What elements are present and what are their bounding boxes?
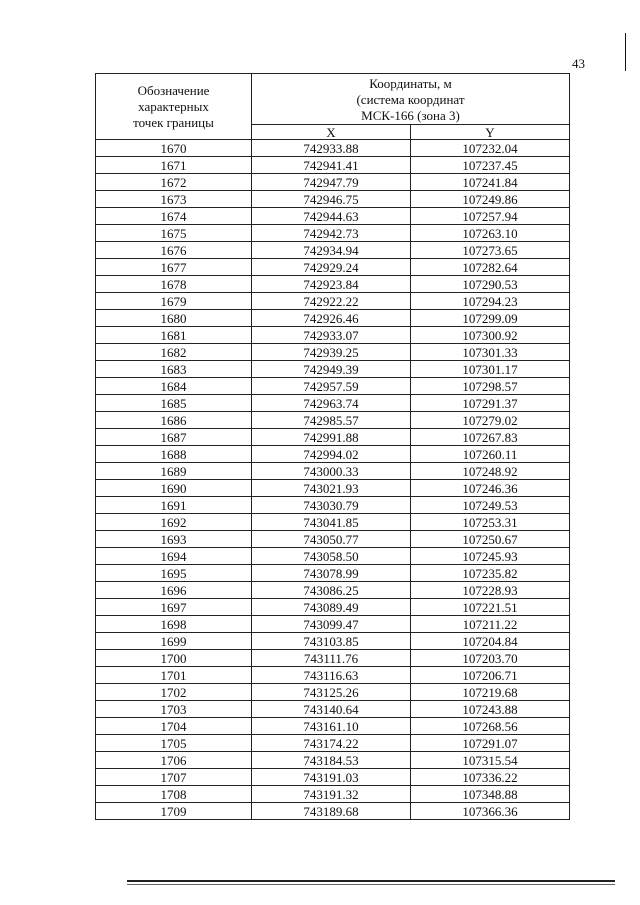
- x-cell: 742939.25: [252, 344, 411, 361]
- coordinates-header: [252, 74, 570, 125]
- table-row: [96, 395, 570, 412]
- table-row: [96, 735, 570, 752]
- point-cell: 1674: [96, 208, 252, 225]
- point-cell: 1709: [96, 803, 252, 820]
- point-cell: 1700: [96, 650, 252, 667]
- y-cell: 107298.57: [411, 378, 570, 395]
- point-cell: 1681: [96, 327, 252, 344]
- point-cell: 1697: [96, 599, 252, 616]
- table-row: [96, 276, 570, 293]
- table-row: [96, 667, 570, 684]
- x-cell: 743030.79: [252, 497, 411, 514]
- point-cell: 1695: [96, 565, 252, 582]
- y-cell: 107267.83: [411, 429, 570, 446]
- point-cell: 1670: [96, 140, 252, 157]
- x-cell: 742994.02: [252, 446, 411, 463]
- y-cell: 107203.70: [411, 650, 570, 667]
- coords-header-line-2: (система координат: [356, 92, 465, 107]
- x-cell: 742923.84: [252, 276, 411, 293]
- coords-header-line-1: Координаты, м: [369, 76, 452, 91]
- x-cell: 743189.68: [252, 803, 411, 820]
- x-cell: 742942.73: [252, 225, 411, 242]
- point-cell: 1708: [96, 786, 252, 803]
- point-cell: 1679: [96, 293, 252, 310]
- point-cell: 1707: [96, 769, 252, 786]
- x-cell: 743021.93: [252, 480, 411, 497]
- point-cell: 1693: [96, 531, 252, 548]
- table-row: [96, 480, 570, 497]
- x-cell: 742949.39: [252, 361, 411, 378]
- x-cell: 743041.85: [252, 514, 411, 531]
- x-cell: 743099.47: [252, 616, 411, 633]
- y-cell: 107219.68: [411, 684, 570, 701]
- y-cell: 107366.36: [411, 803, 570, 820]
- y-cell: 107290.53: [411, 276, 570, 293]
- table-row: [96, 412, 570, 429]
- page-number: 43: [572, 56, 585, 71]
- table-row: [96, 718, 570, 735]
- point-cell: 1673: [96, 191, 252, 208]
- table-row: [96, 752, 570, 769]
- table-row: [96, 633, 570, 650]
- point-cell: 1692: [96, 514, 252, 531]
- point-cell: 1699: [96, 633, 252, 650]
- y-cell: 107246.36: [411, 480, 570, 497]
- point-cell: 1686: [96, 412, 252, 429]
- x-cell: 743000.33: [252, 463, 411, 480]
- point-cell: 1705: [96, 735, 252, 752]
- point-cell: 1671: [96, 157, 252, 174]
- x-cell: 743050.77: [252, 531, 411, 548]
- table-row: [96, 446, 570, 463]
- table-row: [96, 548, 570, 565]
- point-cell: 1689: [96, 463, 252, 480]
- table-row: [96, 140, 570, 157]
- point-cell: 1672: [96, 174, 252, 191]
- table-row: [96, 208, 570, 225]
- table-row: [96, 582, 570, 599]
- table-row: [96, 599, 570, 616]
- y-cell: 107268.56: [411, 718, 570, 735]
- y-cell: 107250.67: [411, 531, 570, 548]
- point-cell: 1683: [96, 361, 252, 378]
- table-row: [96, 344, 570, 361]
- x-cell: 743140.64: [252, 701, 411, 718]
- y-cell: 107253.31: [411, 514, 570, 531]
- y-cell: 107257.94: [411, 208, 570, 225]
- point-cell: 1685: [96, 395, 252, 412]
- coords-header-line-3: МСК-166 (зона 3): [361, 108, 460, 123]
- y-cell: 107291.37: [411, 395, 570, 412]
- footer-rule: [127, 880, 615, 882]
- table-row: [96, 565, 570, 582]
- x-cell: 742933.88: [252, 140, 411, 157]
- table-row: [96, 259, 570, 276]
- y-cell: 107249.53: [411, 497, 570, 514]
- point-cell: 1696: [96, 582, 252, 599]
- y-cell: 107211.22: [411, 616, 570, 633]
- y-cell: 107294.23: [411, 293, 570, 310]
- y-cell: 107206.71: [411, 667, 570, 684]
- y-cell: 107245.93: [411, 548, 570, 565]
- table-row: [96, 803, 570, 820]
- point-cell: 1675: [96, 225, 252, 242]
- x-cell: 743125.26: [252, 684, 411, 701]
- point-cell: 1702: [96, 684, 252, 701]
- x-cell: 742934.94: [252, 242, 411, 259]
- table-body: [96, 140, 570, 820]
- point-cell: 1687: [96, 429, 252, 446]
- y-cell: 107282.64: [411, 259, 570, 276]
- x-cell: 743161.10: [252, 718, 411, 735]
- table-row: [96, 157, 570, 174]
- x-cell: 743174.22: [252, 735, 411, 752]
- x-cell: 742985.57: [252, 412, 411, 429]
- x-cell: 742946.75: [252, 191, 411, 208]
- table-row: [96, 293, 570, 310]
- x-cell: 742944.63: [252, 208, 411, 225]
- table-row: [96, 327, 570, 344]
- y-cell: 107260.11: [411, 446, 570, 463]
- point-cell: 1677: [96, 259, 252, 276]
- table-row: [96, 463, 570, 480]
- point-cell: 1676: [96, 242, 252, 259]
- table-row: [96, 242, 570, 259]
- x-cell: 742957.59: [252, 378, 411, 395]
- y-cell: 107249.86: [411, 191, 570, 208]
- table-row: [96, 514, 570, 531]
- point-header-line-3: точек границы: [133, 114, 214, 130]
- point-cell: 1682: [96, 344, 252, 361]
- table-row: [96, 531, 570, 548]
- y-cell: 107301.17: [411, 361, 570, 378]
- y-cell: 107299.09: [411, 310, 570, 327]
- table-row: [96, 497, 570, 514]
- table-row: [96, 616, 570, 633]
- point-cell: 1684: [96, 378, 252, 395]
- x-cell: 743116.63: [252, 667, 411, 684]
- coordinates-table: [95, 73, 570, 820]
- point-cell: 1688: [96, 446, 252, 463]
- y-cell: 107273.65: [411, 242, 570, 259]
- table-row: [96, 684, 570, 701]
- y-cell: 107348.88: [411, 786, 570, 803]
- y-cell: 107301.33: [411, 344, 570, 361]
- x-cell: 742947.79: [252, 174, 411, 191]
- x-cell: 743078.99: [252, 565, 411, 582]
- table-row: [96, 225, 570, 242]
- point-cell: 1694: [96, 548, 252, 565]
- table-row: [96, 650, 570, 667]
- footer-rule-thin: [127, 884, 615, 885]
- y-cell: 107243.88: [411, 701, 570, 718]
- point-cell: 1706: [96, 752, 252, 769]
- table-row: [96, 769, 570, 786]
- x-cell: 743191.03: [252, 769, 411, 786]
- x-cell: 743058.50: [252, 548, 411, 565]
- y-cell: 107336.22: [411, 769, 570, 786]
- y-cell: 107237.45: [411, 157, 570, 174]
- point-cell: 1691: [96, 497, 252, 514]
- x-cell: 742933.07: [252, 327, 411, 344]
- y-cell: 107204.84: [411, 633, 570, 650]
- point-cell: 1690: [96, 480, 252, 497]
- table-row: [96, 701, 570, 718]
- x-cell: 742991.88: [252, 429, 411, 446]
- table-row: [96, 429, 570, 446]
- point-header-line-1: Обозначение: [137, 82, 210, 98]
- y-cell: 107235.82: [411, 565, 570, 582]
- point-header-line-2: характерных: [138, 98, 209, 114]
- point-cell: 1703: [96, 701, 252, 718]
- point-cell: 1680: [96, 310, 252, 327]
- table-row: [96, 378, 570, 395]
- table-row: [96, 310, 570, 327]
- point-cell: 1678: [96, 276, 252, 293]
- point-cell: 1701: [96, 667, 252, 684]
- point-designation-header: [96, 74, 252, 140]
- y-cell: 107241.84: [411, 174, 570, 191]
- table-row: [96, 786, 570, 803]
- y-cell: 107315.54: [411, 752, 570, 769]
- x-cell: 742963.74: [252, 395, 411, 412]
- x-cell: 743086.25: [252, 582, 411, 599]
- x-cell: 743103.85: [252, 633, 411, 650]
- x-cell: 743089.49: [252, 599, 411, 616]
- x-cell: 743191.32: [252, 786, 411, 803]
- y-column-header: Y: [411, 125, 570, 140]
- table-row: [96, 174, 570, 191]
- x-cell: 743184.53: [252, 752, 411, 769]
- x-cell: 742941.41: [252, 157, 411, 174]
- y-cell: 107248.92: [411, 463, 570, 480]
- y-cell: 107291.07: [411, 735, 570, 752]
- y-cell: 107228.93: [411, 582, 570, 599]
- y-cell: 107221.51: [411, 599, 570, 616]
- x-cell: 742926.46: [252, 310, 411, 327]
- x-cell: 742929.24: [252, 259, 411, 276]
- table-row: [96, 361, 570, 378]
- y-cell: 107232.04: [411, 140, 570, 157]
- y-cell: 107300.92: [411, 327, 570, 344]
- y-cell: 107279.02: [411, 412, 570, 429]
- table-row: [96, 191, 570, 208]
- point-cell: 1704: [96, 718, 252, 735]
- y-cell: 107263.10: [411, 225, 570, 242]
- x-column-header: X: [252, 125, 411, 140]
- margin-mark: [625, 33, 626, 71]
- point-cell: 1698: [96, 616, 252, 633]
- x-cell: 742922.22: [252, 293, 411, 310]
- x-cell: 743111.76: [252, 650, 411, 667]
